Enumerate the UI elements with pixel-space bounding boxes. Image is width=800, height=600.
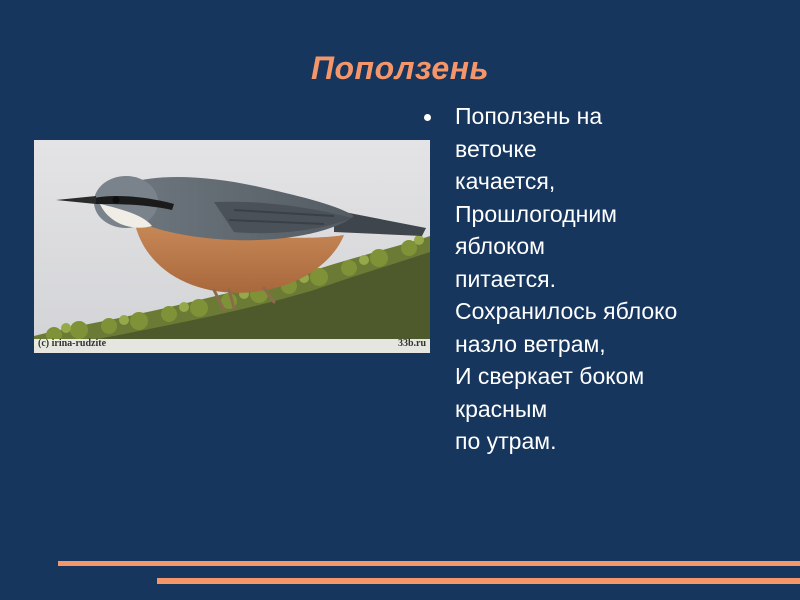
bullet-icon: [424, 114, 431, 121]
poem-line: питается.: [455, 265, 557, 292]
poem-line: Поползень на: [455, 103, 603, 129]
poem-line: Прошлогодним: [455, 200, 617, 227]
photo-source: 33b.ru: [397, 338, 426, 349]
photo-credit: (c) irina-rudzite: [38, 338, 107, 349]
poem-line: качается,: [455, 168, 556, 194]
poem-line: Сохранилось яблоко: [455, 298, 678, 324]
nuthatch-photo: [34, 140, 430, 353]
slide-title: Поползень: [310, 50, 490, 86]
decorative-rule-top: [58, 561, 800, 566]
nuthatch-illustration: [34, 140, 430, 353]
poem-line: И сверкает боком: [455, 363, 645, 389]
poem-line: яблоком: [455, 233, 545, 259]
poem-line: веточке: [455, 135, 537, 162]
decorative-rule-bottom: [157, 578, 800, 584]
poem-lines: [455, 100, 795, 458]
poem-line: назло ветрам,: [455, 330, 606, 357]
poem-line: красным: [455, 395, 548, 422]
poem-line: по утрам.: [455, 428, 557, 454]
